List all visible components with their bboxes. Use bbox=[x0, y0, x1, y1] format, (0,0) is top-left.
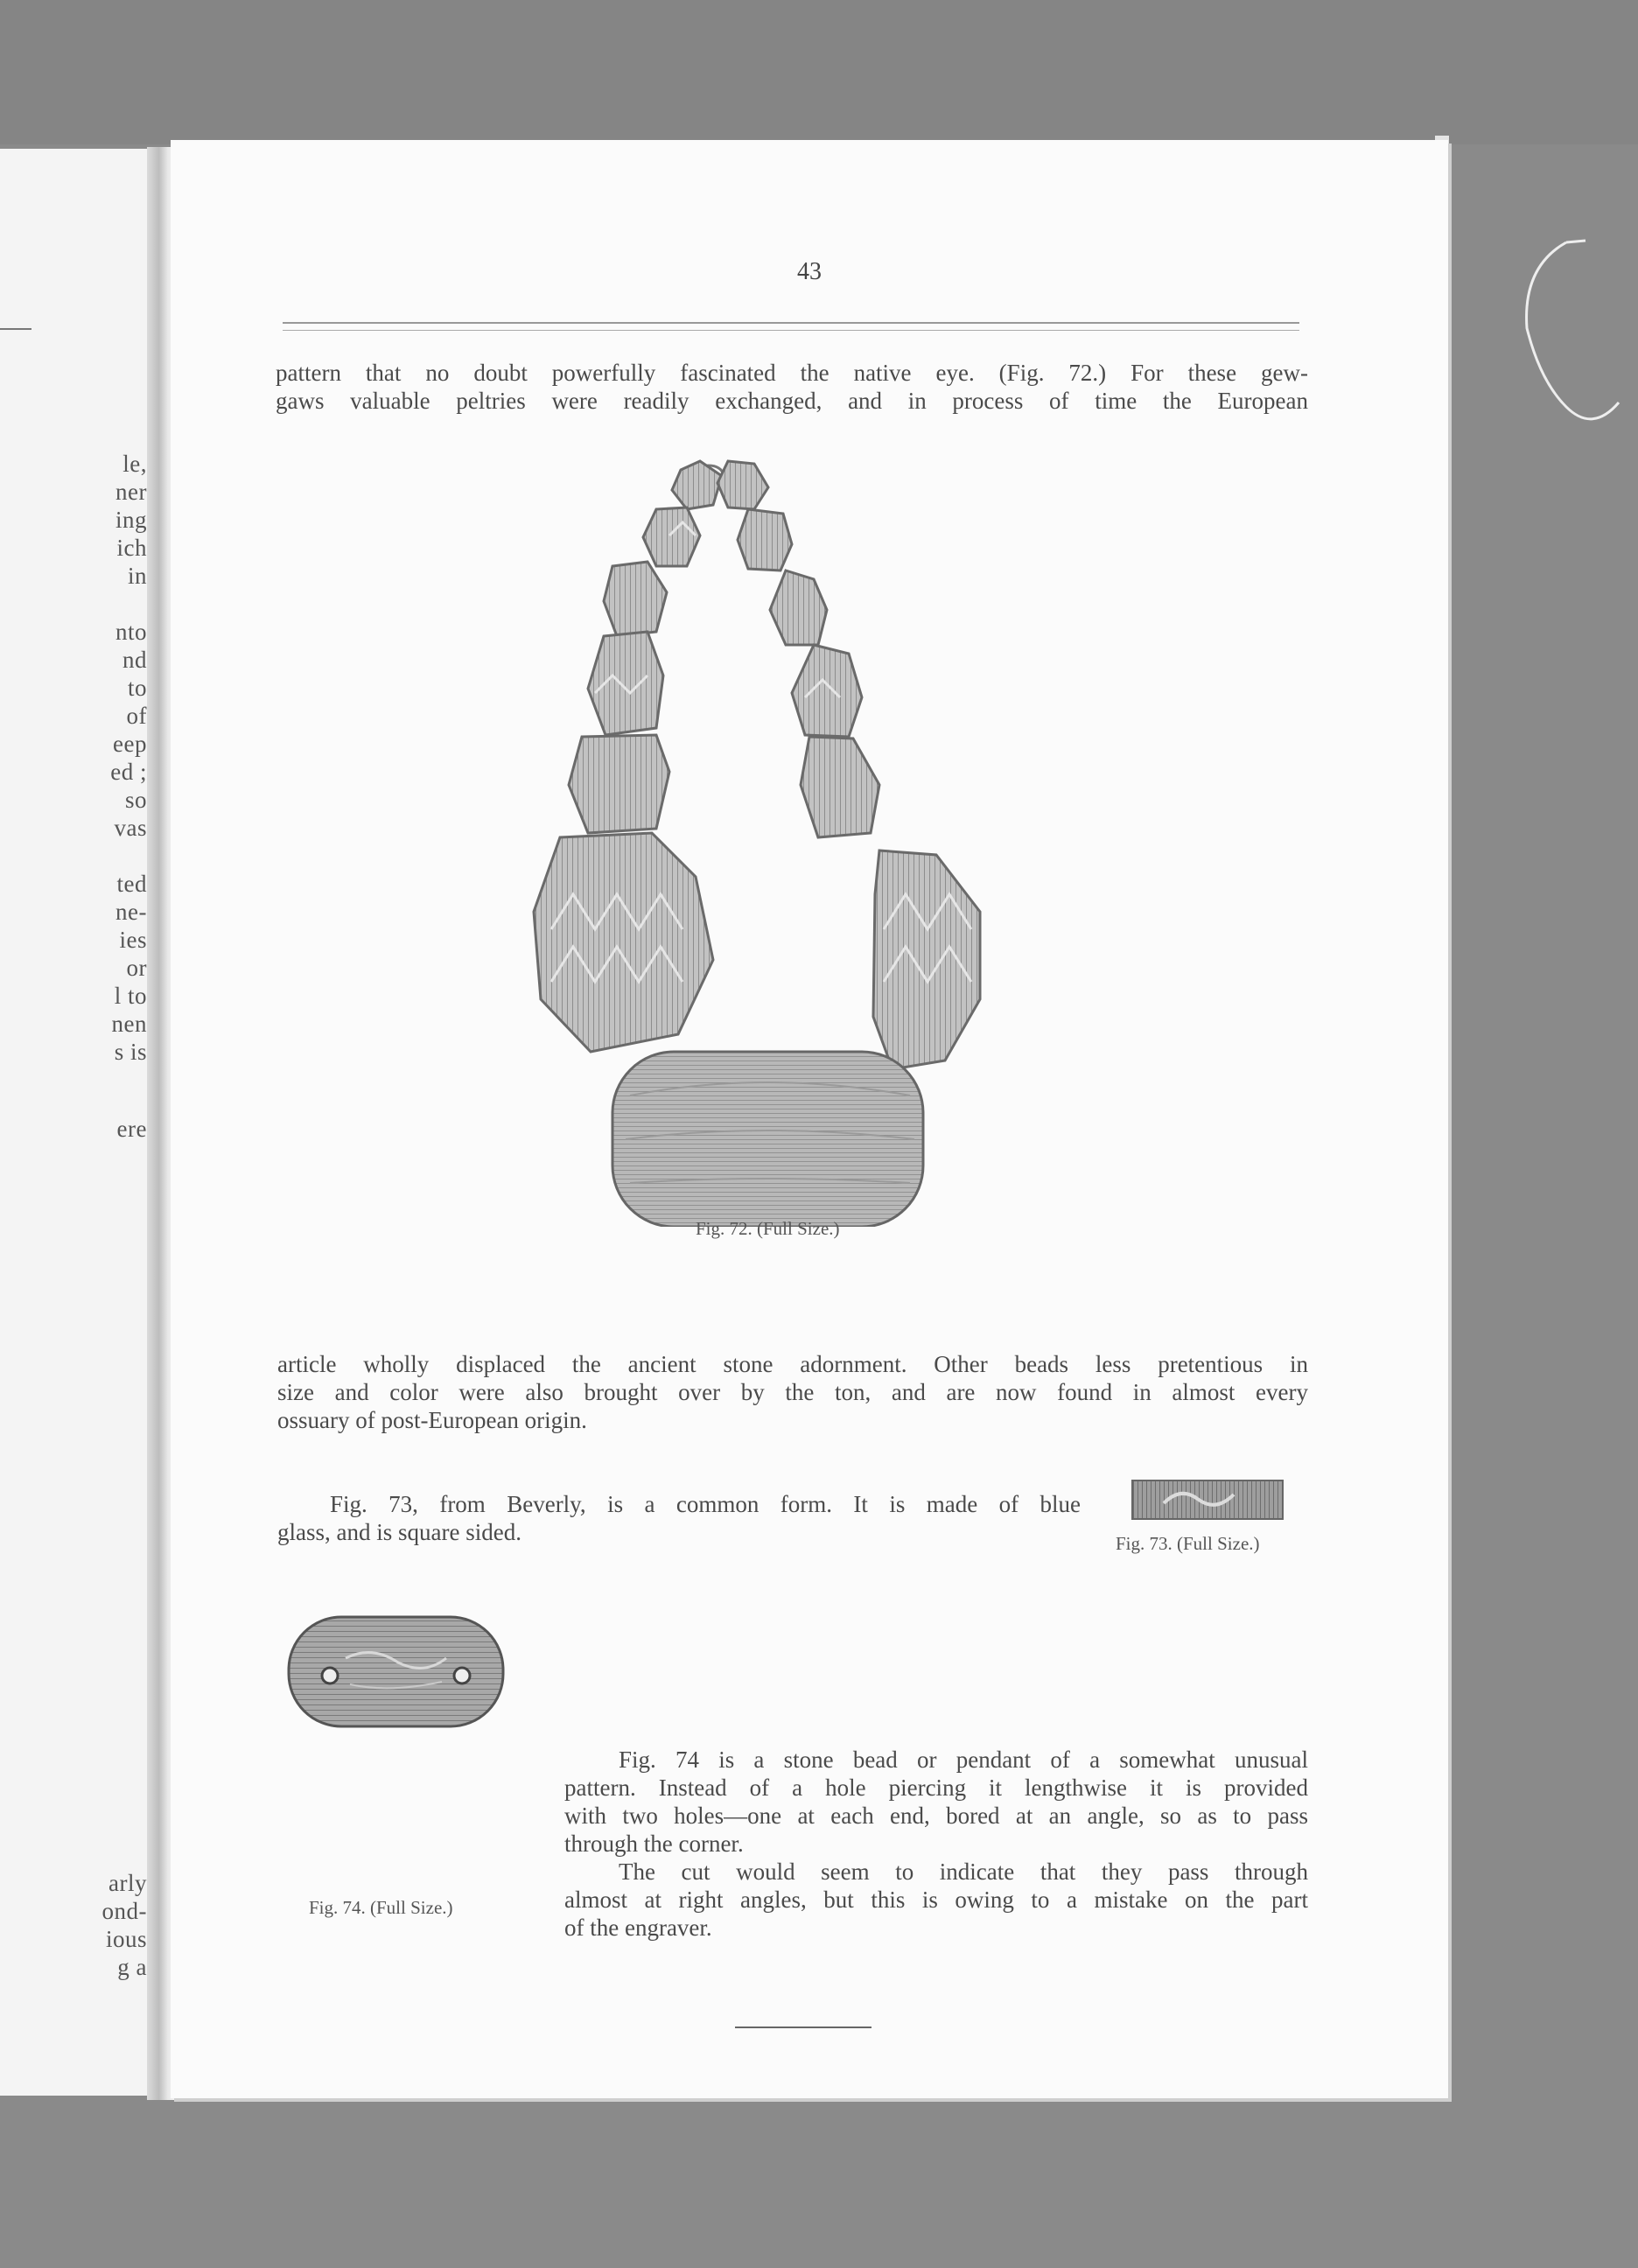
left-fragment: eep bbox=[113, 731, 147, 757]
text-line: gaws valuable peltries were readily exchanged, and in process of time the European bbox=[276, 388, 1308, 414]
fig72-necklace-illustration bbox=[525, 457, 1059, 1227]
text-line: with two holes—one at each end, bored at an angle, so as to pass bbox=[564, 1802, 1308, 1829]
left-fragment: ere bbox=[116, 1116, 147, 1142]
left-fragment: l to bbox=[114, 983, 147, 1009]
left-fragment: le, bbox=[122, 451, 147, 477]
fig73-caption: Fig. 73. (Full Size.) bbox=[1116, 1533, 1260, 1554]
fig73-paragraph bbox=[277, 1490, 1081, 1546]
left-fragment: of bbox=[126, 703, 147, 729]
left-fragment: ond- bbox=[102, 1898, 147, 1924]
text-line: almost at right angles, but this is owing to a mistake on the part bbox=[564, 1886, 1308, 1913]
left-fragment: ed ; bbox=[110, 759, 147, 785]
paragraph-top bbox=[276, 359, 1308, 415]
left-fragment: ing bbox=[115, 507, 147, 533]
text-line: ossuary of post-European origin. bbox=[277, 1407, 587, 1433]
left-facing-page bbox=[0, 149, 158, 2096]
fig72-caption: Fig. 72. (Full Size.) bbox=[696, 1218, 840, 1239]
left-fragment: ich bbox=[116, 535, 147, 561]
fig74-pendant-illustration bbox=[284, 1610, 508, 1732]
left-fragment: vas bbox=[114, 815, 147, 841]
text-line: of the engraver. bbox=[564, 1914, 712, 1941]
left-fragment: ne- bbox=[116, 899, 147, 925]
text-line: through the corner. bbox=[564, 1830, 744, 1857]
text-line: glass, and is square sided. bbox=[277, 1519, 522, 1545]
header-rule bbox=[283, 322, 1299, 331]
left-fragment: s is bbox=[114, 1039, 147, 1065]
text-line: Fig. 73, from Beverly, is a common form. It is made of blue bbox=[330, 1491, 1081, 1517]
text-line: size and color were also brought over by the ton, and are now found in almost every bbox=[277, 1379, 1308, 1405]
left-fragment: ious bbox=[105, 1926, 147, 1952]
end-rule bbox=[735, 2026, 872, 2028]
book-page bbox=[171, 140, 1448, 2098]
page-number: 43 bbox=[797, 258, 822, 285]
text-line: The cut would seem to indicate that they pass through bbox=[619, 1858, 1308, 1885]
fig74-caption: Fig. 74. (Full Size.) bbox=[309, 1897, 453, 1918]
left-page-rule bbox=[0, 328, 32, 330]
left-fragment: nen bbox=[111, 1011, 147, 1037]
fibre-artifact bbox=[1505, 232, 1628, 451]
left-fragment: arly bbox=[108, 1870, 147, 1896]
paragraph-middle bbox=[277, 1350, 1308, 1434]
left-fragment: so bbox=[124, 787, 147, 813]
text-line: Fig. 74 is a stone bead or pendant of a somewhat unusual bbox=[619, 1746, 1308, 1773]
left-fragment: ted bbox=[116, 871, 147, 897]
left-fragment: ies bbox=[119, 927, 147, 953]
left-fragment: nd bbox=[122, 647, 147, 673]
left-fragment: or bbox=[126, 955, 147, 981]
left-fragment: ner bbox=[116, 479, 147, 505]
text-line: pattern. Instead of a hole piercing it lengthwise it is provided bbox=[564, 1774, 1308, 1801]
left-fragment: nto bbox=[115, 619, 147, 645]
left-fragment: in bbox=[127, 563, 147, 589]
fig74-paragraph bbox=[564, 1746, 1308, 1942]
left-fragment: g a bbox=[117, 1954, 147, 1980]
left-fragment: to bbox=[127, 675, 147, 701]
scanner-background bbox=[0, 0, 1638, 144]
fig73-bead-illustration bbox=[1129, 1477, 1286, 1522]
text-line: pattern that no doubt powerfully fascinated the native eye. (Fig. 72.) For these gew- bbox=[276, 360, 1308, 386]
text-line: article wholly displaced the ancient stone adornment. Other beads less pretentious in bbox=[277, 1351, 1308, 1377]
